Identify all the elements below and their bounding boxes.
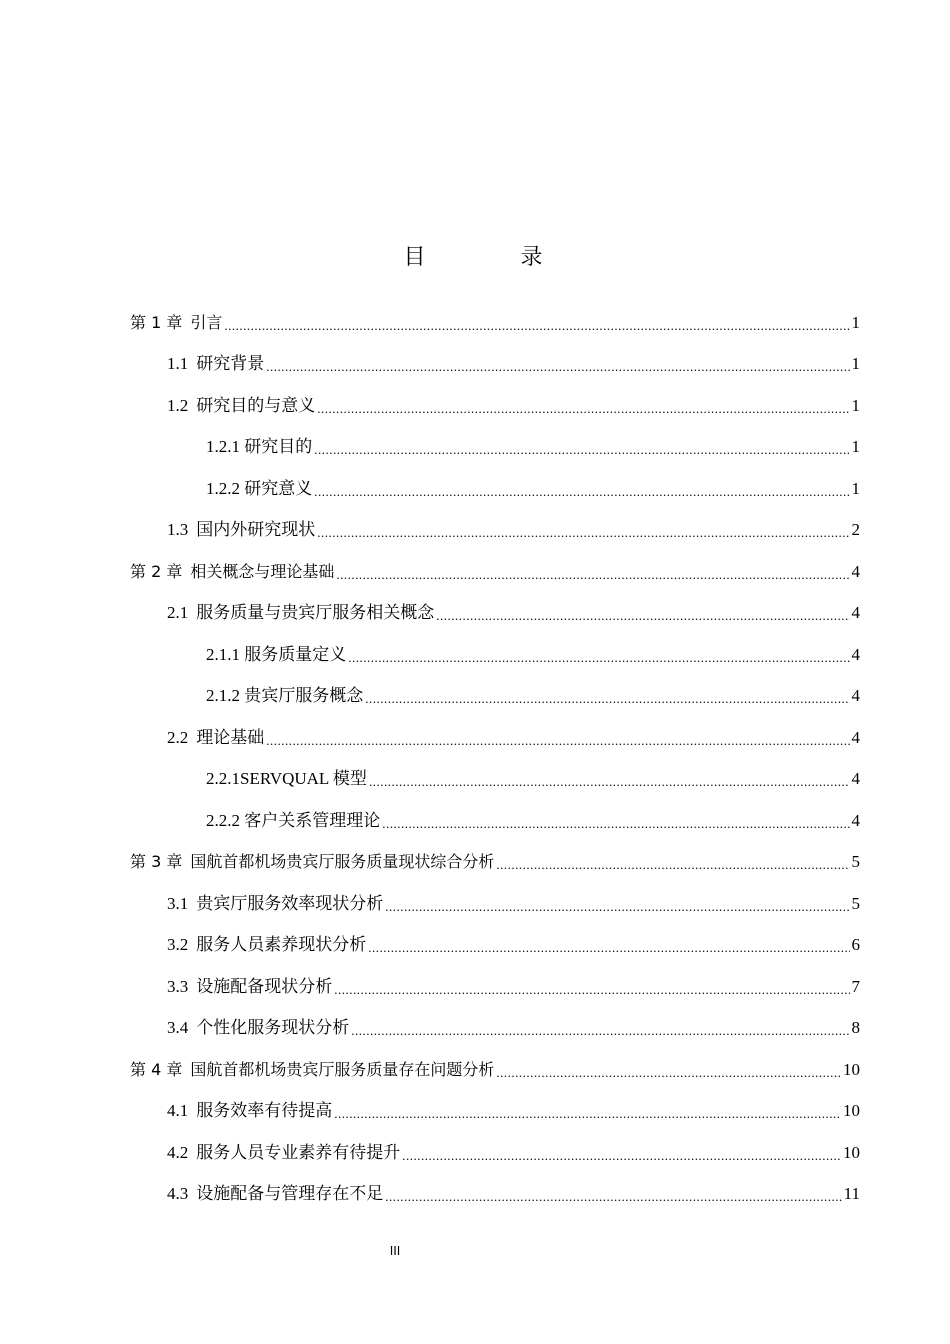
toc-page-number: 4 (851, 810, 860, 830)
toc-entry-label (206, 769, 367, 789)
toc-entry[interactable] (167, 510, 860, 551)
toc-page-number: 1 (851, 312, 860, 332)
toc-entry-label (130, 562, 334, 582)
toc-entry[interactable] (167, 1174, 860, 1215)
toc-page-number: 11 (843, 1184, 860, 1203)
toc-entry-number: 第 2 章 (130, 561, 183, 581)
toc-entry-number: 4.3 (167, 1184, 189, 1203)
toc-entry-title: 国航首都机场贵宾厅服务质量存在问题分析 (190, 1059, 495, 1079)
toc-entry[interactable] (206, 676, 860, 717)
toc-leader-dots (365, 689, 849, 709)
toc-entry-label (167, 1101, 332, 1121)
toc-entry[interactable] (167, 593, 860, 634)
toc-entry-title: 理论基础 (196, 727, 265, 747)
toc-leader-dots (334, 1104, 841, 1124)
toc-entry-title: 设施配备与管理存在不足 (196, 1184, 384, 1203)
toc-entry-number: 4.2 (167, 1142, 189, 1162)
toc-entry-title: 服务人员专业素养有待提升 (196, 1142, 401, 1162)
toc-entry-title: 设施配备现状分析 (196, 976, 333, 996)
toc-entry-title: 贵宾厅服务概念 (240, 686, 364, 705)
toc-leader-dots (334, 980, 849, 1000)
toc-entry-number: 2.2 (167, 727, 189, 747)
toc-entry-label (167, 603, 434, 623)
toc-entry[interactable] (167, 966, 860, 1007)
toc-page-number: 4 (851, 603, 860, 622)
toc-entry-number: 3.2 (167, 935, 189, 954)
toc-leader-dots (496, 855, 849, 875)
toc-leader-dots (348, 648, 849, 668)
toc-entry-number: 第 4 章 (130, 1059, 183, 1079)
toc-page-number: 5 (851, 893, 860, 913)
toc-entry-title: 客户关系管理理论 (240, 810, 381, 830)
toc-page-number: 1 (851, 437, 860, 456)
toc-leader-dots (317, 399, 849, 419)
toc-entry-label (167, 935, 366, 955)
toc-entry[interactable] (206, 759, 860, 800)
toc-leader-dots (436, 606, 849, 626)
toc-entry-title: 贵宾厅服务效率现状分析 (196, 893, 384, 913)
toc-entry-title: 个性化服务现状分析 (196, 1018, 350, 1037)
toc-entry-label (206, 437, 312, 457)
toc-entry-number: 3.4 (167, 1018, 189, 1037)
toc-leader-dots (224, 316, 849, 336)
toc-leader-dots (496, 1063, 841, 1083)
toc-page-number: 10 (843, 1059, 860, 1079)
toc-entry[interactable] (167, 1008, 860, 1049)
toc-entry-number: 2.2.2 (206, 810, 240, 830)
toc-entry-number: 2.2.1 (206, 769, 240, 788)
toc-page-number: 8 (851, 1018, 860, 1037)
toc-leader-dots (336, 565, 849, 585)
toc-entry-label (167, 1018, 349, 1038)
toc-entry-label (167, 354, 264, 374)
toc-entry[interactable] (167, 1091, 860, 1132)
toc-page-number: 4 (851, 769, 860, 788)
toc-entry-number: 1.1 (167, 354, 189, 373)
toc-entry-title: SERVQUAL 模型 (240, 769, 367, 788)
toc-entry[interactable] (167, 717, 860, 758)
toc-entry-title: 引言 (190, 312, 223, 332)
toc-entry-number: 1.2.2 (206, 478, 240, 498)
toc-leader-dots (385, 897, 849, 917)
toc-leader-dots (314, 440, 849, 460)
toc-entry-number: 1.2 (167, 395, 189, 415)
toc-entry-label (130, 313, 222, 333)
toc-entry[interactable] (206, 800, 860, 841)
toc-page-number: 4 (851, 561, 860, 581)
toc-entry-title: 服务效率有待提高 (196, 1101, 333, 1120)
page-title: 目 录 (403, 245, 587, 270)
toc-entry-number: 1.2.1 (206, 437, 240, 456)
toc-entry-title: 服务人员素养现状分析 (196, 935, 367, 954)
toc-leader-dots (385, 1187, 841, 1207)
toc-page-number: 2 (851, 520, 860, 539)
toc-entry[interactable] (206, 427, 860, 468)
toc-entry-label (206, 479, 312, 499)
toc-entry-number: 2.1.2 (206, 686, 240, 705)
toc-leader-dots (351, 1021, 849, 1041)
toc-entry-label (167, 728, 264, 748)
toc-entry[interactable] (130, 551, 860, 592)
toc-entry-label (130, 852, 494, 872)
toc-entry-label (167, 396, 315, 416)
toc-entry-number: 4.1 (167, 1101, 189, 1120)
toc-entry-label (167, 977, 332, 997)
toc-entry-label (167, 1184, 383, 1204)
toc-entry-title: 国内外研究现状 (196, 520, 316, 539)
toc-entry[interactable] (167, 925, 860, 966)
toc-entry-number: 3.1 (167, 893, 189, 913)
toc-entry[interactable] (130, 1049, 860, 1090)
toc-entry-number: 第 1 章 (130, 312, 183, 332)
toc-entry[interactable] (206, 468, 860, 509)
toc-entry[interactable] (167, 385, 860, 426)
toc-leader-dots (317, 523, 849, 543)
toc-entry-label (167, 520, 315, 540)
toc-entry[interactable] (167, 1132, 860, 1173)
toc-page-number: 1 (851, 354, 860, 373)
toc-entry-number: 2.1 (167, 603, 189, 622)
toc-entry-title: 服务质量定义 (240, 644, 347, 664)
toc-entry[interactable] (167, 344, 860, 385)
toc-entry[interactable] (130, 842, 860, 883)
toc-page-number: 4 (851, 644, 860, 664)
toc-entry-title: 服务质量与贵宾厅服务相关概念 (196, 603, 435, 622)
toc-entry-label (206, 811, 380, 831)
toc-entry-number: 第 3 章 (130, 852, 183, 871)
toc-entry-number: 3.3 (167, 976, 189, 996)
toc-entry-title: 研究目的与意义 (196, 395, 316, 415)
toc-leader-dots (266, 731, 849, 751)
toc-entry-label (206, 686, 363, 706)
toc-entry-title: 相关概念与理论基础 (190, 561, 335, 581)
toc-page-number: 4 (851, 686, 860, 705)
toc-entry-label (167, 894, 383, 914)
toc-leader-dots (369, 772, 850, 792)
toc-entry-number: 1.3 (167, 520, 189, 539)
toc-leader-dots (368, 938, 849, 958)
toc-entry-label (206, 645, 346, 665)
toc-entry-number: 2.1.1 (206, 644, 240, 664)
toc-page-number: 1 (851, 478, 860, 498)
toc-leader-dots (402, 1146, 841, 1166)
page-number: III (389, 1244, 401, 1258)
toc-page-number: 7 (851, 976, 860, 996)
toc-page-number: 4 (851, 727, 860, 747)
toc-entry[interactable] (206, 634, 860, 675)
toc-entry-label (130, 1060, 494, 1080)
toc-leader-dots (382, 814, 849, 834)
toc-page-number: 10 (843, 1142, 860, 1162)
toc-leader-dots (266, 357, 849, 377)
toc-entry-label (167, 1143, 400, 1163)
toc-page-number: 5 (851, 852, 860, 871)
toc-entry-title: 研究目的 (240, 437, 313, 456)
toc-page-number: 6 (851, 935, 860, 954)
toc-entry[interactable] (167, 883, 860, 924)
toc-page-number: 1 (851, 395, 860, 415)
toc-entry-title: 研究背景 (196, 354, 265, 373)
toc-leader-dots (314, 482, 849, 502)
toc-entry[interactable] (130, 302, 860, 343)
toc-page-number: 10 (843, 1101, 860, 1120)
toc-entry-title: 国航首都机场贵宾厅服务质量现状综合分析 (190, 852, 495, 871)
toc-entry-title: 研究意义 (240, 478, 313, 498)
